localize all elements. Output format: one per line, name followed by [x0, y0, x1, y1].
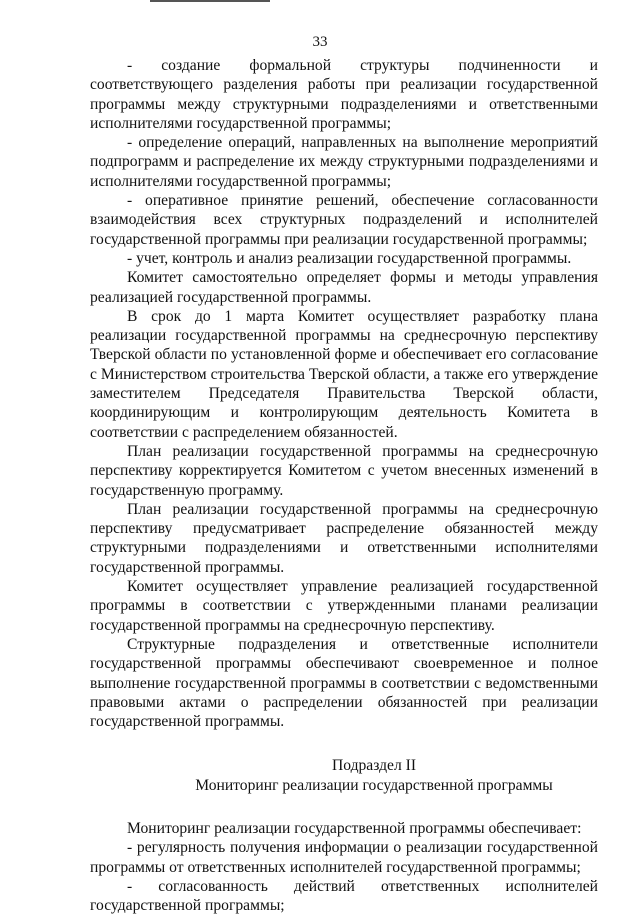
- paragraph: Комитет осуществляет управление реализацией государственной программы в соответствии с утвержденными планами реализации государственной программы на среднесрочную перспективу.: [90, 578, 598, 634]
- paragraphs-after-section: [90, 819, 598, 915]
- section-label: Подраздел II: [331, 757, 417, 775]
- paragraph: - учет, контроль и анализ реализации государственной программы.: [127, 249, 572, 267]
- paragraph: План реализации государственной программы на среднесрочную перспективу предусматривает распределение обязанностей между структурными подразделениями и ответственными исполнителями государственной программы.: [90, 500, 598, 576]
- paragraphs-before-section: [90, 56, 598, 731]
- paragraph: - создание формальной структуры подчиненности и соответствующего разделения работы при реализации государственной программы между структурными подразделениями и ответственными исполнителями государственной программы;: [90, 57, 598, 132]
- document-body: [90, 56, 598, 915]
- paragraph: - оперативное принятие решений, обеспечение согласованности взаимодействия всех структурных подразделений и исполнителей государственной программы при реализации государственной программы;: [90, 192, 598, 248]
- paragraph: - определение операций, направленных на выполнение мероприятий подпрограмм и распределение их между структурными подразделениями и исполнителями государственной программы;: [90, 134, 598, 190]
- page-number: 33: [312, 34, 328, 50]
- paragraph: - согласованность действий ответственных исполнителей государственной программы;: [90, 877, 598, 915]
- top-edge-mark: [150, 0, 270, 2]
- section-title: Мониторинг реализации государственной программы: [195, 776, 553, 794]
- paragraph: Структурные подразделения и ответственные исполнители государственной программы обеспечивают своевременное и полное выполнение государственной программы в соответствии с ведомственными правовыми актами о распределении обязанностей при реализации государственной программы.: [90, 635, 598, 731]
- paragraph: Комитет самостоятельно определяет формы и методы управления реализацией государственной программы.: [90, 269, 598, 306]
- paragraph: План реализации государственной программы на среднесрочную перспективу корректируется Комитетом с учетом внесенных изменений в государственную программу.: [90, 442, 598, 499]
- paragraph: Мониторинг реализации государственной программы обеспечивает:: [127, 819, 582, 837]
- paragraph: В срок до 1 марта Комитет осуществляет разработку плана реализации государственной программы на среднесрочную перспективу Тверской области по установленной форме и обеспечивает его согласование с Министерством строительства Тверской области, а также его утверждение заместителем Председателя Правительства Тверской области, координирующим и контролирующим деятельность Комитета в соответствии с распределением обязанностей.: [90, 307, 598, 441]
- paragraph: - регулярность получения информации о реализации государственной программы от ответственных исполнителей государственной программы;: [90, 839, 598, 876]
